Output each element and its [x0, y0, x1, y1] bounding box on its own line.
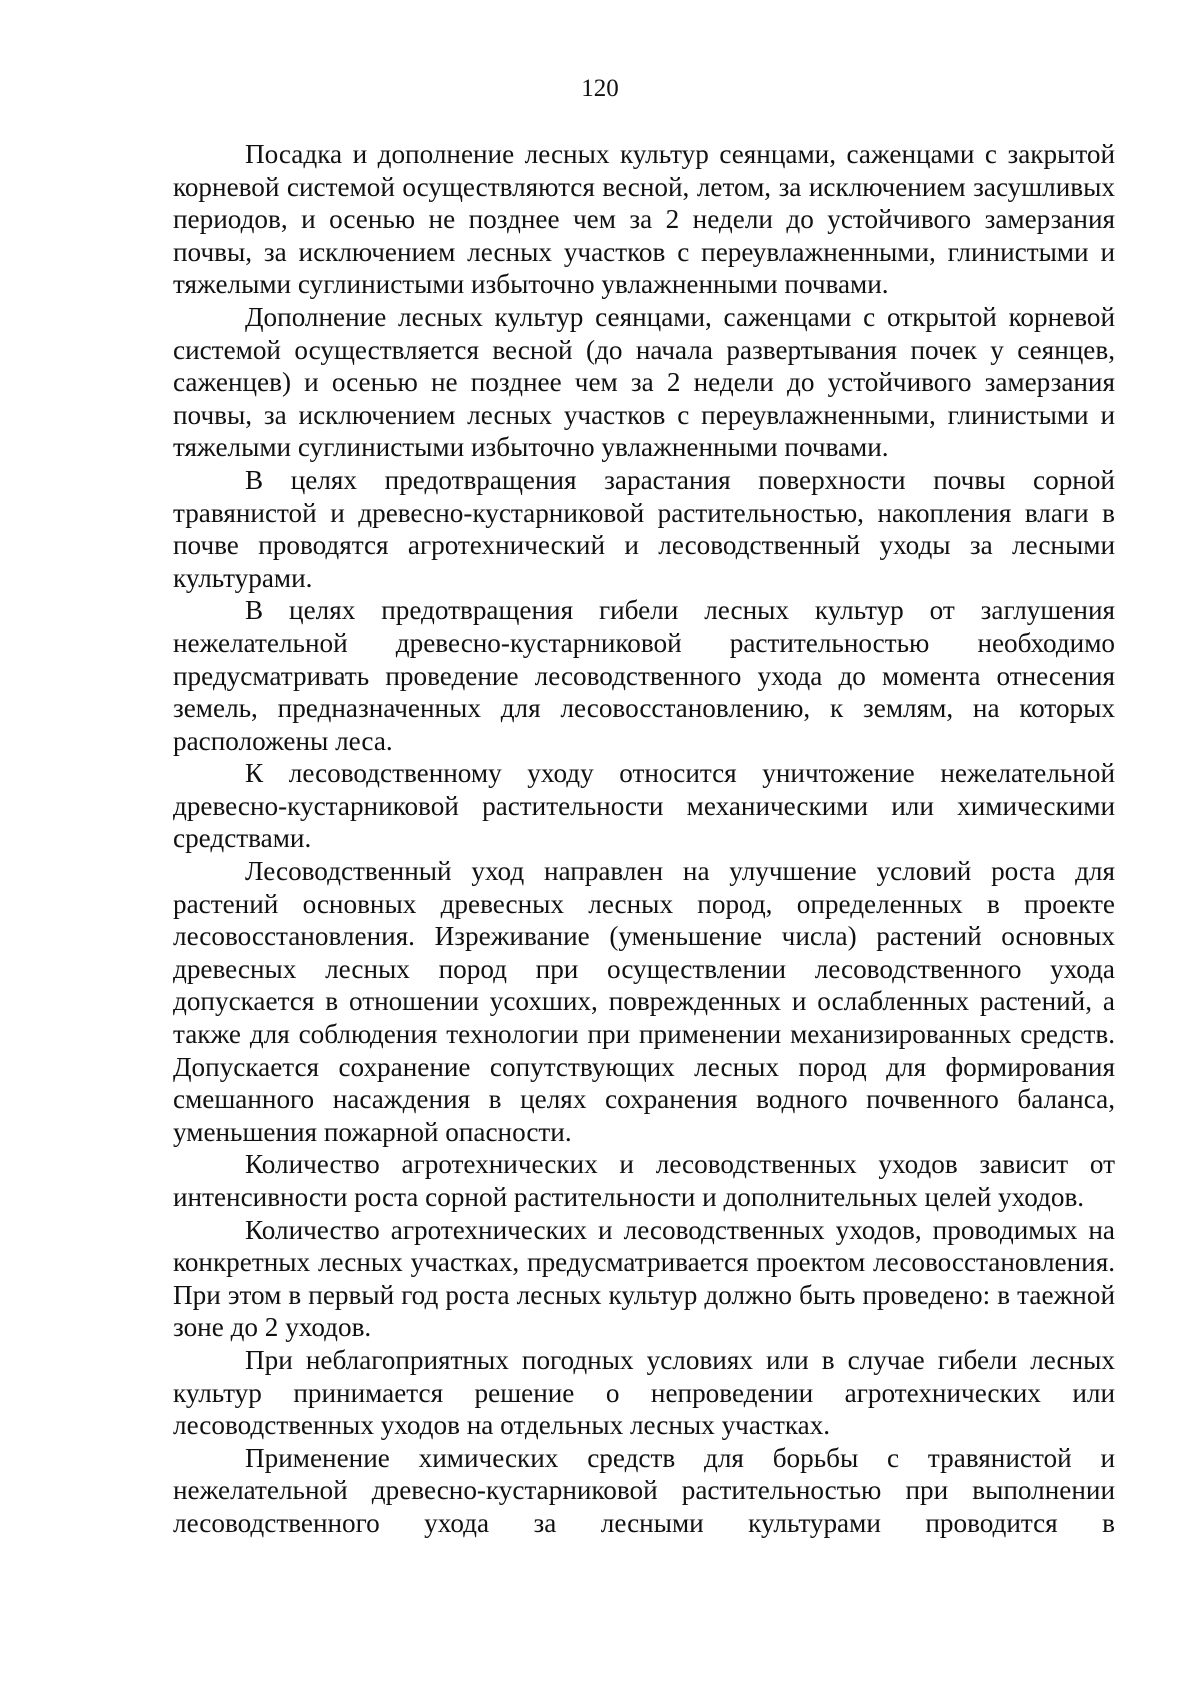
paragraph: Лесоводственный уход направлен на улучшение условий роста для растений основных древесных лесных пород, определенных в проекте лесовосстановления. Изреживание (уменьшение числа) растений основных древесных лесных пород при осуществлении лесоводственного ухода допускается в отношении усохших, поврежденных и ослабленных растений, а также для соблюдения технологии при применении механизированных средств. Допускается сохранение сопутствующих лесных пород для формирования смешанного насаждения в целях сохранения водного почвенного баланса, уменьшения пожарной опасности. [173, 856, 1115, 1147]
paragraph: Количество агротехнических и лесоводственных уходов, проводимых на конкретных лесных участках, предусматривается проектом лесовосстановления. При этом в первый год роста лесных культур должно быть проведено: в таежной зоне до 2 уходов. [173, 1214, 1115, 1343]
paragraph: Применение химических средств для борьбы с травянистой и нежелательной древесно-кустарниковой растительностью при выполнении лесоводственного ухода за лесными культурами проводится в [173, 1442, 1115, 1538]
paragraph: Количество агротехнических и лесоводственных уходов зависит от интенсивности роста сорной растительности и дополнительных целей уходов. [173, 1149, 1115, 1212]
paragraph: При неблагоприятных погодных условиях или в случае гибели лесных культур принимается решение о непроведении агротехнических или лесоводственных уходов на отдельных лесных участках. [173, 1344, 1115, 1441]
paragraph: Дополнение лесных культур сеянцами, саженцами с открытой корневой системой осуществляется весной (до начала развертывания почек у сеянцев, саженцев) и осенью не позднее чем за 2 недели до устойчивого замерзания почвы, за исключением лесных участков с переувлажненными, глинистыми и тяжелыми суглинистыми избыточно увлажненными почвами. [173, 301, 1115, 463]
paragraph: К лесоводственному уходу относится уничтожение нежелательной древесно-кустарниковой растительности механическими или химическими средствами. [173, 758, 1115, 854]
paragraph: Посадка и дополнение лесных культур сеянцами, саженцами с закрытой корневой системой осуществляются весной, летом, за исключением засушливых периодов, и осенью не позднее чем за 2 недели до устойчивого замерзания почвы, за исключением лесных участков с переувлажненными, глинистыми и тяжелыми суглинистыми избыточно увлажненными почвами. [173, 139, 1115, 300]
paragraph: В целях предотвращения гибели лесных культур от заглушения нежелательной древесно-кустарниковой растительностью необходимо предусматривать проведение лесоводственного ухода до момента отнесения земель, предназначенных для лесовосстановлению, к землям, на которых расположены леса. [173, 595, 1115, 756]
document-body [173, 138, 1115, 1540]
paragraph: В целях предотвращения зарастания поверхности почвы сорной травянистой и древесно-кустарниковой растительностью, накопления влаги в почве проводятся агротехнический и лесоводственный уходы за лесными культурами. [173, 464, 1115, 593]
page-number: 120 [581, 75, 619, 102]
